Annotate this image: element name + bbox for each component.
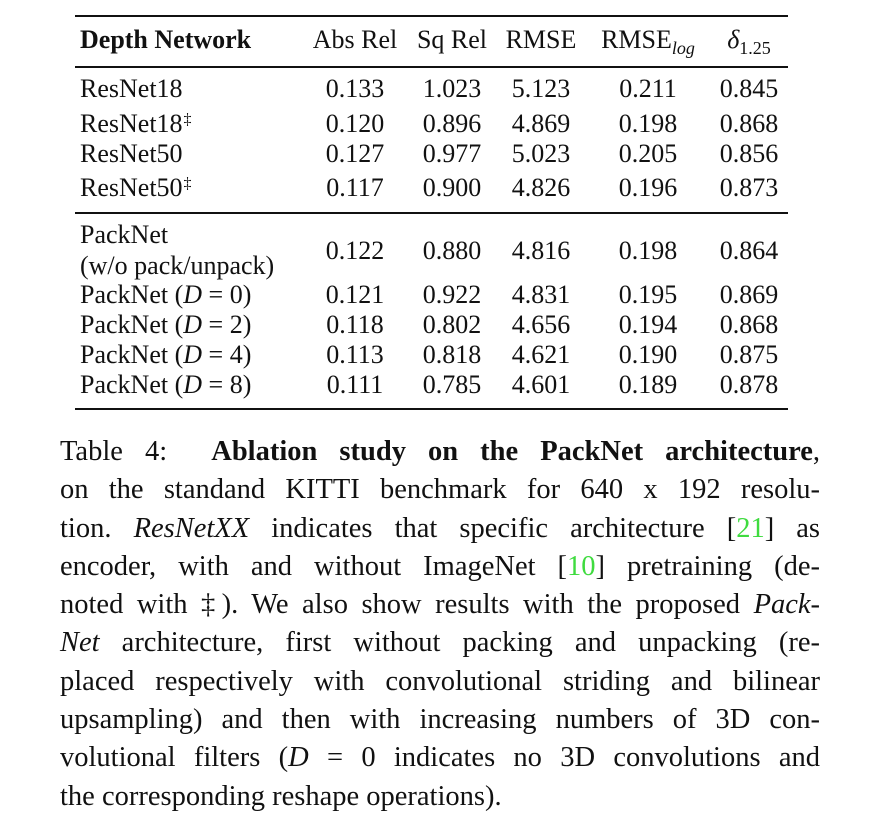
header-depth-network: Depth Network (80, 25, 252, 54)
caption-title: Ablation study on the PackNet architecture (211, 436, 813, 467)
pretrained-mark: ‡ (183, 111, 192, 128)
citation-link[interactable]: 21 (736, 512, 765, 544)
table-caption: Table 4: Ablation study on the PackNet architecture, on the standand KITTI benchmark for 640 x 192 resolu- tion. ResNetXX indicates that specific architecture [21] as encoder, with and without ImageNet [10] pretraining (de- noted with ‡). We also show results with the proposed Pack- Net architecture, first without packing and unpacking (re- placed respectively with convolutional striding and bilinear upsampling) and then with increasing numbers of 3D con- volutional filters (D = 0 indicates no 3D convolutions and the corresponding reshape operations). (60, 436, 821, 812)
caption-label: Table 4: (60, 436, 168, 467)
bottom-rule (75, 408, 788, 410)
header-delta: $\delta_{1.25}$ (727, 25, 771, 59)
header-rmse: RMSE (505, 25, 577, 54)
top-rule (75, 15, 788, 17)
pretrained-mark: ‡ (183, 175, 192, 192)
header-sq-rel: Sq Rel (416, 25, 488, 54)
citation-link[interactable]: 10 (567, 550, 596, 582)
header-rule (75, 66, 788, 68)
header-abs-rel: Abs Rel (312, 25, 398, 54)
header-rmse-log: $RMSE_{log}$ (601, 25, 695, 59)
group-separator-rule (75, 212, 788, 214)
